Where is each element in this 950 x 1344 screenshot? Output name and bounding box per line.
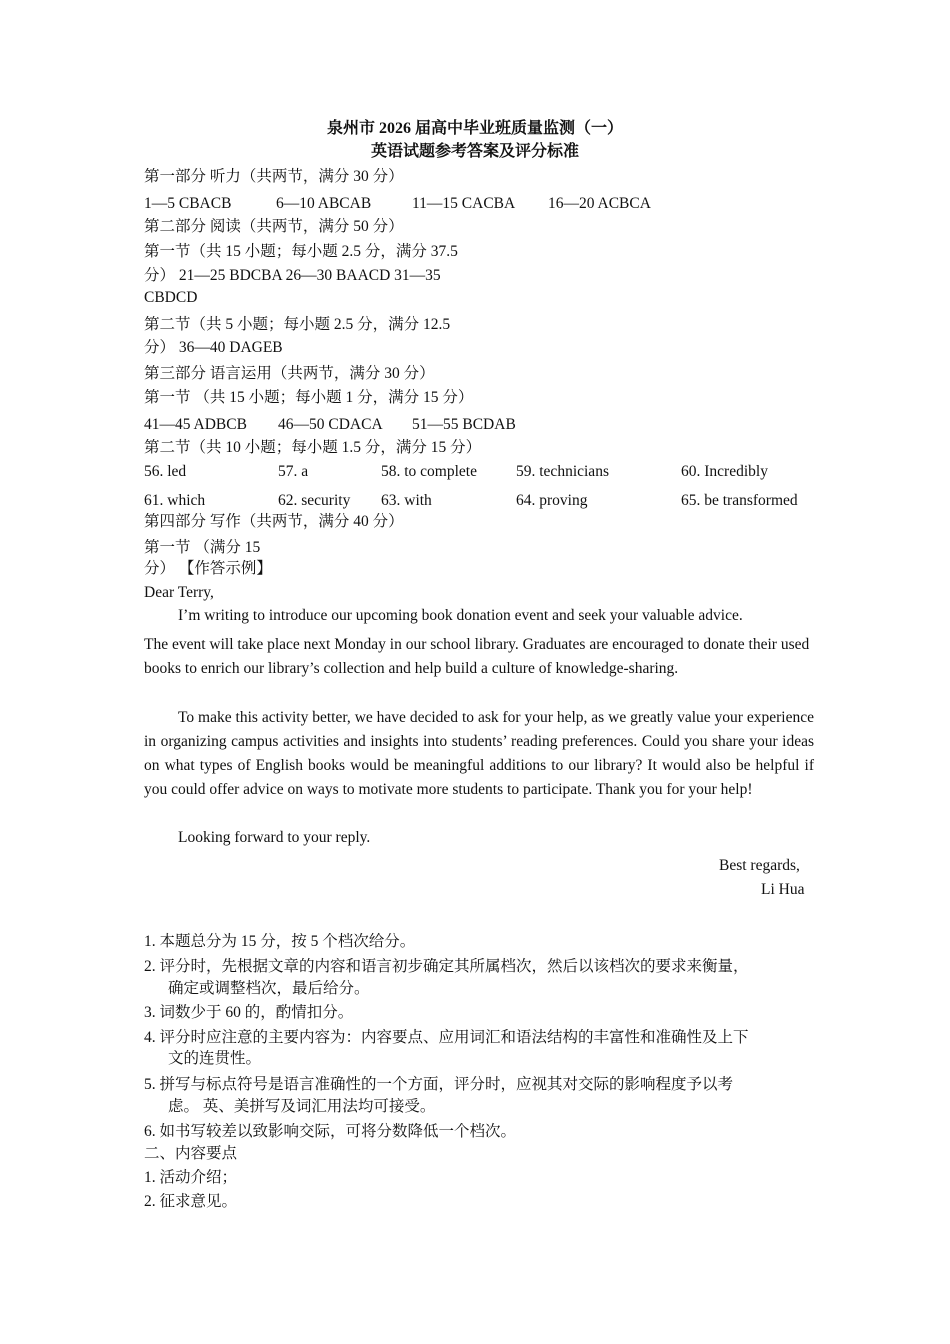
part2-section1: CBDCD xyxy=(144,289,198,306)
part1-answer: 6—10 ABCAB xyxy=(276,195,372,212)
content-point: 1. 活动介绍； xyxy=(144,1169,238,1186)
letter-paragraph-2: To make this activity better, we have decided to ask for your help, as we greatly value your experience in organizing campus activities and insights into students’ reading preferences. Could you share your ideas on what types of English books would be meaningful additions to our library? It would also be helpful if you could offer advice on ways to motivate more students to participate. Thank you for your help! xyxy=(144,709,814,798)
page-title: 泉州市 2026 届高中毕业班质量监测（一） xyxy=(326,120,623,137)
part3-answer: 46—50 CDACA xyxy=(278,416,383,433)
fill-answer: 59. technicians xyxy=(516,463,609,480)
part2-heading: 第二部分 阅读（共两节，满分 50 分） xyxy=(144,218,404,235)
letter-signature: Li Hua xyxy=(761,881,805,898)
letter-paragraph-1: The event will take place next Monday in our school library. Graduates are encouraged to donate their used books to enrich our library’s collection and help build a culture of knowledge-sharing. xyxy=(144,636,810,677)
part2-section1: 第一节（共 15 小题；每小题 2.5 分，满分 37.5 xyxy=(144,243,458,260)
grading-rule: 确定或调整档次，最后给分。 xyxy=(168,980,370,997)
grading-rule: 虑。 英、美拼写及词汇用法均可接受。 xyxy=(168,1098,436,1115)
part4-section1: 分） 【作答示例】 xyxy=(144,560,272,577)
page-subtitle: 英语试题参考答案及评分标准 xyxy=(370,143,579,160)
grading-rule: 5. 拼写与标点符号是语言准确性的一个方面，评分时，应视其对交际的影响程度予以考 xyxy=(144,1076,734,1093)
grading-rule: 4. 评分时应注意的主要内容为：内容要点、应用词汇和语法结构的丰富性和准确性及上下 xyxy=(144,1029,749,1046)
letter-greeting: Dear Terry, xyxy=(144,584,214,601)
letter-paragraph-1-first-line: I’m writing to introduce our upcoming book donation event and seek your valuable advice. xyxy=(178,607,743,624)
part4-heading: 第四部分 写作（共两节，满分 40 分） xyxy=(144,513,404,530)
part3-section1-heading: 第一节 （共 15 小题；每小题 1 分，满分 15 分） xyxy=(144,389,474,406)
fill-answer: 65. be transformed xyxy=(681,492,798,509)
grading-rule: 2. 评分时，先根据文章的内容和语言初步确定其所属档次，然后以该档次的要求来衡量， xyxy=(144,958,749,975)
letter-signoff: Best regards, xyxy=(719,857,800,874)
part3-section2-heading: 第二节（共 10 小题；每小题 1.5 分，满分 15 分） xyxy=(144,439,482,456)
part3-answer: 51—55 BCDAB xyxy=(412,416,516,433)
fill-answer: 62. security xyxy=(278,492,351,509)
fill-answer: 61. which xyxy=(144,492,206,509)
part1-heading: 第一部分 听力（共两节，满分 30 分） xyxy=(144,168,404,185)
fill-answer: 63. with xyxy=(381,492,432,509)
part3-heading: 第三部分 语言运用（共两节，满分 30 分） xyxy=(144,365,435,382)
fill-answer: 58. to complete xyxy=(381,463,477,480)
content-point: 2. 征求意见。 xyxy=(144,1193,238,1210)
grading-rule: 6. 如书写较差以致影响交际，可将分数降低一个档次。 xyxy=(144,1123,517,1140)
fill-answer: 56. led xyxy=(144,463,187,480)
content-points-heading: 二、内容要点 xyxy=(144,1145,238,1162)
grading-rule: 1. 本题总分为 15 分，按 5 个档次给分。 xyxy=(144,933,416,950)
part3-answer: 41—45 ADBCB xyxy=(144,416,247,433)
part2-section2: 分） 36—40 DAGEB xyxy=(144,339,283,356)
part4-section1: 第一节 （满分 15 xyxy=(144,539,261,556)
grading-rule: 文的连贯性。 xyxy=(168,1050,262,1067)
fill-answer: 57. a xyxy=(278,463,309,480)
grading-rule: 3. 词数少于 60 的，酌情扣分。 xyxy=(144,1004,354,1021)
fill-answer: 64. proving xyxy=(516,492,588,509)
letter-closing-line: Looking forward to your reply. xyxy=(178,829,371,846)
fill-answer: 60. Incredibly xyxy=(681,463,768,480)
part2-section2: 第二节（共 5 小题；每小题 2.5 分，满分 12.5 xyxy=(144,316,451,333)
part1-answer: 11—15 CACBA xyxy=(412,195,516,212)
part1-answer: 16—20 ACBCA xyxy=(548,195,651,212)
part2-section1: 分） 21—25 BDCBA 26—30 BAACD 31—35 xyxy=(144,267,441,284)
part1-answer: 1—5 CBACB xyxy=(144,195,232,212)
